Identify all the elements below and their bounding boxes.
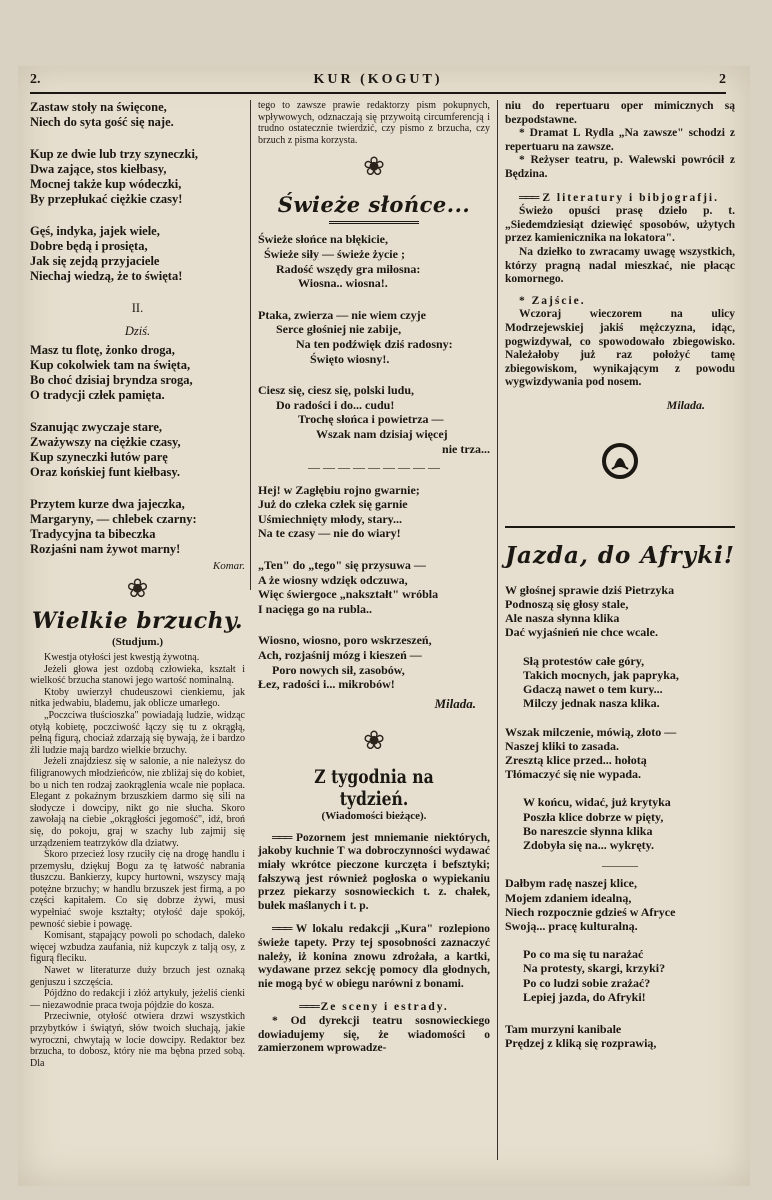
stanza [30, 497, 245, 557]
poem-line: Na te czasy — nie do wiary! [258, 526, 401, 541]
author-signature: Milada. [434, 695, 476, 711]
poem-line: Ciesz się, ciesz się, polski ludu, [258, 383, 415, 398]
page-header [30, 72, 726, 94]
poem-line: Dać wyjaśnień nie chce wcale. [505, 625, 658, 640]
stanza [30, 420, 245, 480]
stanza [505, 795, 735, 852]
poem-line: Tam murzyni kanibale [505, 1021, 622, 1036]
poem-line: Milczy jednak nasza klika. [523, 696, 660, 711]
poem-title: Świeże słońce... [277, 192, 471, 218]
news-item: niu do repertuaru oper mimicznych są bezpodstawne. [505, 100, 735, 126]
news-item: ═══ W lokalu redakcji „Kura" rozlepiono świeże tapety. Przy tej sposobności zaznaczyć należy, iż konina znowu zdrożała, a kartki, wydawane przez sekcję pomocy dla głodnych, nie mogą być w obiegu narówni z bonami. [258, 923, 491, 990]
poem-line: Zastaw stoły na święcone, [30, 100, 167, 114]
title-rule [329, 221, 419, 224]
poem-line: Gdaczą nawet o tem kury... [523, 682, 663, 697]
article-title: Wielkie brzuchy. [31, 608, 244, 634]
stanza [258, 308, 490, 366]
poem-line: Poro nowych sił, zasobów, [272, 662, 405, 677]
poem-line: nie trza... [442, 441, 490, 456]
poem-line: Jak się zejdą przyjaciele [30, 254, 160, 268]
paragraph: Jeżeli głowa jest ozdobą człowieka, kształt i wielkość brzucha stanowi jego wartość nominalną. [30, 663, 245, 687]
column-divider [497, 100, 498, 1160]
news-item: * Dramat L Rydla „Na zawsze" schodzi z repertuaru na zawsze. [505, 127, 735, 153]
poem-line: Bo choć dzisiaj bryndza sroga, [30, 373, 193, 387]
masthead-title: KUR (KOGUT) [313, 72, 443, 87]
poem-line: Wiosno, wiosno, poro wskrzeszeń, [258, 633, 432, 648]
poem-line: Tradycyjna ta bibeczka [30, 527, 156, 541]
poem-line: Zresztą klice przed... hołotą [505, 752, 647, 767]
paragraph: Kwestja otyłości jest kwestją żywotną. [44, 652, 200, 663]
stanza [258, 383, 490, 456]
author-signature: Milada. [666, 397, 705, 412]
poem-line: Po co ludzi sobie zrażać? [523, 975, 651, 990]
part-title: Dziś. [124, 324, 151, 338]
column-3 [505, 100, 735, 1050]
poem-line: Przytem kurze dwa jajeczka, [30, 497, 185, 511]
stanza [30, 147, 245, 207]
poem-line: Świeże słońce na błękicie, [258, 232, 388, 247]
news-item: ═══ Pozornem jest mniemanie niektórych, jakoby kuchnie T wa dobroczynności wydawać miały wkrótce pieczone kurczęta i befsztyki; fałszywą jest również pogłoska o wypiekaniu przez piekarzy sosnowieckich t. z. chałek, bułek maślanych i t. p. [258, 831, 490, 912]
poem-line: Radość wszędy gra miłosna: [276, 261, 421, 276]
news-item: * Reżyser teatru, p. Walewski powrócił z Będzina. [505, 154, 735, 180]
poem-line: Zważywszy na ciężkie czasy, [30, 435, 181, 449]
stanza [505, 725, 735, 782]
poem-line: Serce głośniej nie zabije, [276, 322, 402, 337]
poem-line: Rozjaśni nam żywot marny! [30, 542, 181, 556]
poem-line: Tłómaczyć się nie wypada. [505, 767, 641, 782]
poem-line: Kup ze dwie lub trzy szyneczki, [30, 147, 199, 161]
poem-line: „Ten" do „tego" się przysuwa — [258, 558, 426, 573]
stanza [505, 1022, 735, 1050]
poem-line: Mocnej także kup wódeczki, [30, 177, 182, 191]
poem-line: Wszak nam dzisiaj więcej [316, 426, 448, 441]
stanza [505, 876, 735, 933]
stanza [505, 654, 735, 711]
stanza [505, 947, 735, 1004]
stanza [258, 633, 490, 691]
column-1 [30, 100, 245, 1069]
poem-line: Swoją... pracę kulturalną. [505, 918, 638, 933]
news-subtitle: (Wiadomości bieżące). [321, 809, 427, 822]
poem-line: Do radości i do... cudu! [276, 397, 395, 412]
stanza [258, 483, 490, 541]
poem-line: Ptaka, zwierza — nie wiem czyje [258, 307, 426, 322]
poem-line: Lepiej jazda, do Afryki! [523, 989, 646, 1004]
poem-line: Hej! w Zagłębiu rojno gwarnie; [258, 482, 420, 497]
rooster-emblem-icon [505, 441, 735, 486]
stanza [30, 343, 245, 403]
poem-line: Po co ma się tu narażać [523, 947, 644, 962]
poem-line: Kup szyneczki łutów parę [30, 450, 168, 464]
poem-line: Uśmiechnięty młody, stary... [258, 511, 402, 526]
poem-line: Święto wiosny!. [310, 351, 390, 366]
short-rule: ——— [602, 858, 638, 873]
stanza [30, 100, 245, 130]
news-item: Świeżo opuści prasę dzieło p. t. „Siedemdziesiąt dziewięć sposobów, użytych przez kamienicznika na lokatora". [505, 205, 735, 245]
article-body [30, 652, 245, 1069]
emblem-icon [600, 441, 640, 481]
poem-line: Prędzej z kliką się rozprawią, [505, 1036, 657, 1051]
author-signature: Komar. [212, 560, 245, 572]
paragraph: Komisant, stąpający powoli po schodach, daleko więcej wzbudza zaufania, niż kupczyk z talją osy, z figurą fleciku. [30, 930, 245, 965]
poem-line: Ach, rozjaśnij mózg i kieszeń — [258, 648, 422, 663]
section-heading: ═══ Ze sceny i estrady. [299, 1001, 449, 1014]
poem-line: Gęś, indyka, jajek wiele, [30, 224, 160, 238]
poem-line: Poszła klice dobrze w pięty, [523, 809, 664, 824]
stanza [30, 224, 245, 284]
paragraph: Skoro przecież losy rzuciły cię na drogę handlu i przemysłu, dziękuj Bogu za tę łatwość nabrania tłuszczu. Bankierzy, kupcy hurtowni, wszyscy mają potężne brzuchy; w handlu brzuszek jest firmą, a po części kapitałem. Co się dobrze żywi, musi wypełniać swoje kształty; otyłość daje spokój, pewność siebie i powagę. [30, 849, 245, 930]
paragraph: Ktoby uwierzył chudeuszowi cienkiemu, jak nitka jedwabiu, blademu, jak oblicze umarłego. [30, 686, 245, 710]
poem-line: Kup cokolwiek tam na święta, [30, 358, 191, 372]
poem-line: Margaryny, — chlebek czarny: [30, 512, 197, 526]
news-body [258, 832, 490, 1056]
poem-line: Mojem zdaniem idealną, [505, 890, 632, 905]
poem-line: Łez, radości i... mikrobów! [258, 677, 395, 692]
news-item: Wczoraj wieczorem na ulicy Modrzejewskiej jakiś mężczyzna, idąc, pogwizdywał, co spowodowało zbiegowisko. Należałoby już raz położyć tamę zbiegowiskom, wynikającym z powodu wygwizdywania pod nosem. [505, 308, 735, 389]
column-divider [250, 100, 251, 590]
part-number: II. [131, 301, 144, 315]
poem-line: Wiosna.. wiosna!. [298, 276, 388, 291]
column-2 [258, 100, 490, 1056]
poem-line: By przepłukać ciężkie czasy! [30, 192, 183, 206]
poem-line: Trochę słońca i powietrza — [298, 412, 444, 427]
poem-line: Oraz końskiej funt kiełbasy. [30, 465, 181, 479]
poem-line: Na protesty, skargi, krzyki? [523, 961, 666, 976]
paragraph: „Poczciwa tłuścioszka" powiadają ludzie, widząc otyłą kobietę, poczciwość łączy się tu z okrągłą, pełną figurą, chociaż zdarzają się bywają, że i bardzo źli ludzie mają bardzo wielkie brzuchy. [30, 709, 245, 756]
poem-line: Takich mocnych, jak papryka, [523, 667, 679, 682]
poem-line: Naszej kliki to zasada. [505, 738, 619, 753]
poem-easter-part1 [30, 100, 245, 574]
paragraph: Jeżeli znajdziesz się w salonie, a nie należysz do filigranowych młodzieńców, nie zbliżaj się do kobiet, bo u nich ten rodzaj zaokrąglenia wcale nie popłaca. Elegant z pokaźnym brzuszkiem darmo się sili na słodycze i dowcipy, nikt go nie słucha. Skoro zawołają na ciebie „okrągłości jegomość", idź, broń się, do pokoju, graj w szachy lub zajmij się urządzeniem teatrzyków dla dziatwy. [30, 756, 245, 849]
news-continuation [505, 100, 735, 390]
paragraph: Przeciwnie, otyłość otwiera drzwi wszystkich przybytków i świątyń, słów twoich słuchają, jakie wyroczni, chwytają w locie dowcipy. Redaktor bez brzucha, to dobosz, który nie ma bębna przed sobą. Dla [30, 1011, 245, 1069]
poem-line: Dałbym radę naszej klice, [505, 876, 637, 891]
clover-ornament-icon: ❀ [363, 725, 385, 755]
poem-title: Jazda, do Afryki! [505, 541, 735, 569]
article-subtitle: (Studjum.) [111, 636, 164, 648]
poem-line: Niech do syta gość się naje. [30, 115, 174, 129]
news-title: Z tygodnia na tydzień. [314, 765, 434, 810]
news-item: Na dziełko to zwracamy uwagę wszystkich, którzy pragną nadal mieszkać, nie płacąc komornego. [505, 245, 735, 286]
poem-line: Ale nasza słynna klika [505, 611, 620, 626]
paragraph: Pójdźno do redakcji i złóż artykuły, jeżeliś cienki — niezawodnie praca twoja pójdzie do kosza. [30, 988, 245, 1011]
paragraph: Nawet w literaturze duży brzuch jest oznaką genjuszu i szczęścia. [30, 965, 245, 988]
poem-line: Dobre będą i prosięta, [30, 239, 148, 253]
page-number-right: 2 [719, 72, 726, 87]
stanza [258, 232, 490, 290]
article-continuation: tego to zawsze prawie redaktorzy pism pokupnych, wpływowych, odznaczają się przywoitą circumferencją i trudno ostatecznie twierdzić, czy pismo z brzucha, czy brzuch z pisma korzysta. [258, 100, 490, 146]
poem-line: Dwa zające, stos kiełbasy, [30, 162, 167, 176]
poem-line: Więc świergoce „nakształt" wróbla [258, 587, 439, 602]
clover-ornament-icon: ❀ [126, 574, 149, 603]
clover-ornament-icon: ❀ [363, 152, 385, 182]
poem-line: Świeże siły — świeże życie ; [264, 246, 405, 261]
poem-line: Na ten podźwięk dziś radosny: [296, 336, 453, 351]
poem-line: Bo nareszcie słynna klika [523, 823, 653, 838]
section-heading: * Zajście. [519, 294, 586, 307]
news-item: * Od dyrekcji teatru sosnowieckiego dowiadujemy się, że wiadomości o zamierzonem wprowadze- [258, 1014, 490, 1055]
poem-line: Niech rozpocznie gdzieś w Afryce [505, 904, 676, 919]
poem-line: W końcu, widać, już krytyka [523, 795, 671, 810]
dash-separator: — — — — — — — — — [308, 460, 440, 475]
poem-line: Słą protestów całe góry, [523, 653, 645, 668]
section-heading: ═══ Z literatury i bibjografji. [519, 191, 719, 204]
stanza [258, 558, 490, 616]
poem-line: Podnoszą się głosy stale, [505, 597, 629, 612]
poem-line: Masz tu flotę, żonko droga, [30, 343, 175, 357]
poem-to-africa [505, 583, 735, 1050]
poem-line: Niechaj wiedzą, że to święta! [30, 269, 183, 283]
section-rule [505, 526, 735, 528]
poem-line: Wszak milczenie, mówią, złoto — [505, 724, 677, 739]
poem-line: W głośnej sprawie dziś Pietrzyka [505, 582, 675, 597]
poem-line: O tradycji człek pamięta. [30, 388, 165, 402]
page-number-left: 2. [30, 72, 41, 87]
poem-fresh-sun [258, 232, 490, 691]
poem-line: Szanując zwyczaje stare, [30, 420, 163, 434]
stanza [505, 583, 735, 640]
poem-line: I nacięga go na rubla.. [258, 601, 373, 616]
poem-line: Zdobyła się na... wykręty. [523, 837, 655, 852]
poem-line: Już do człeka człek się garnie [258, 497, 408, 512]
poem-line: A że wiosny wdzięk odczuwa, [258, 572, 408, 587]
